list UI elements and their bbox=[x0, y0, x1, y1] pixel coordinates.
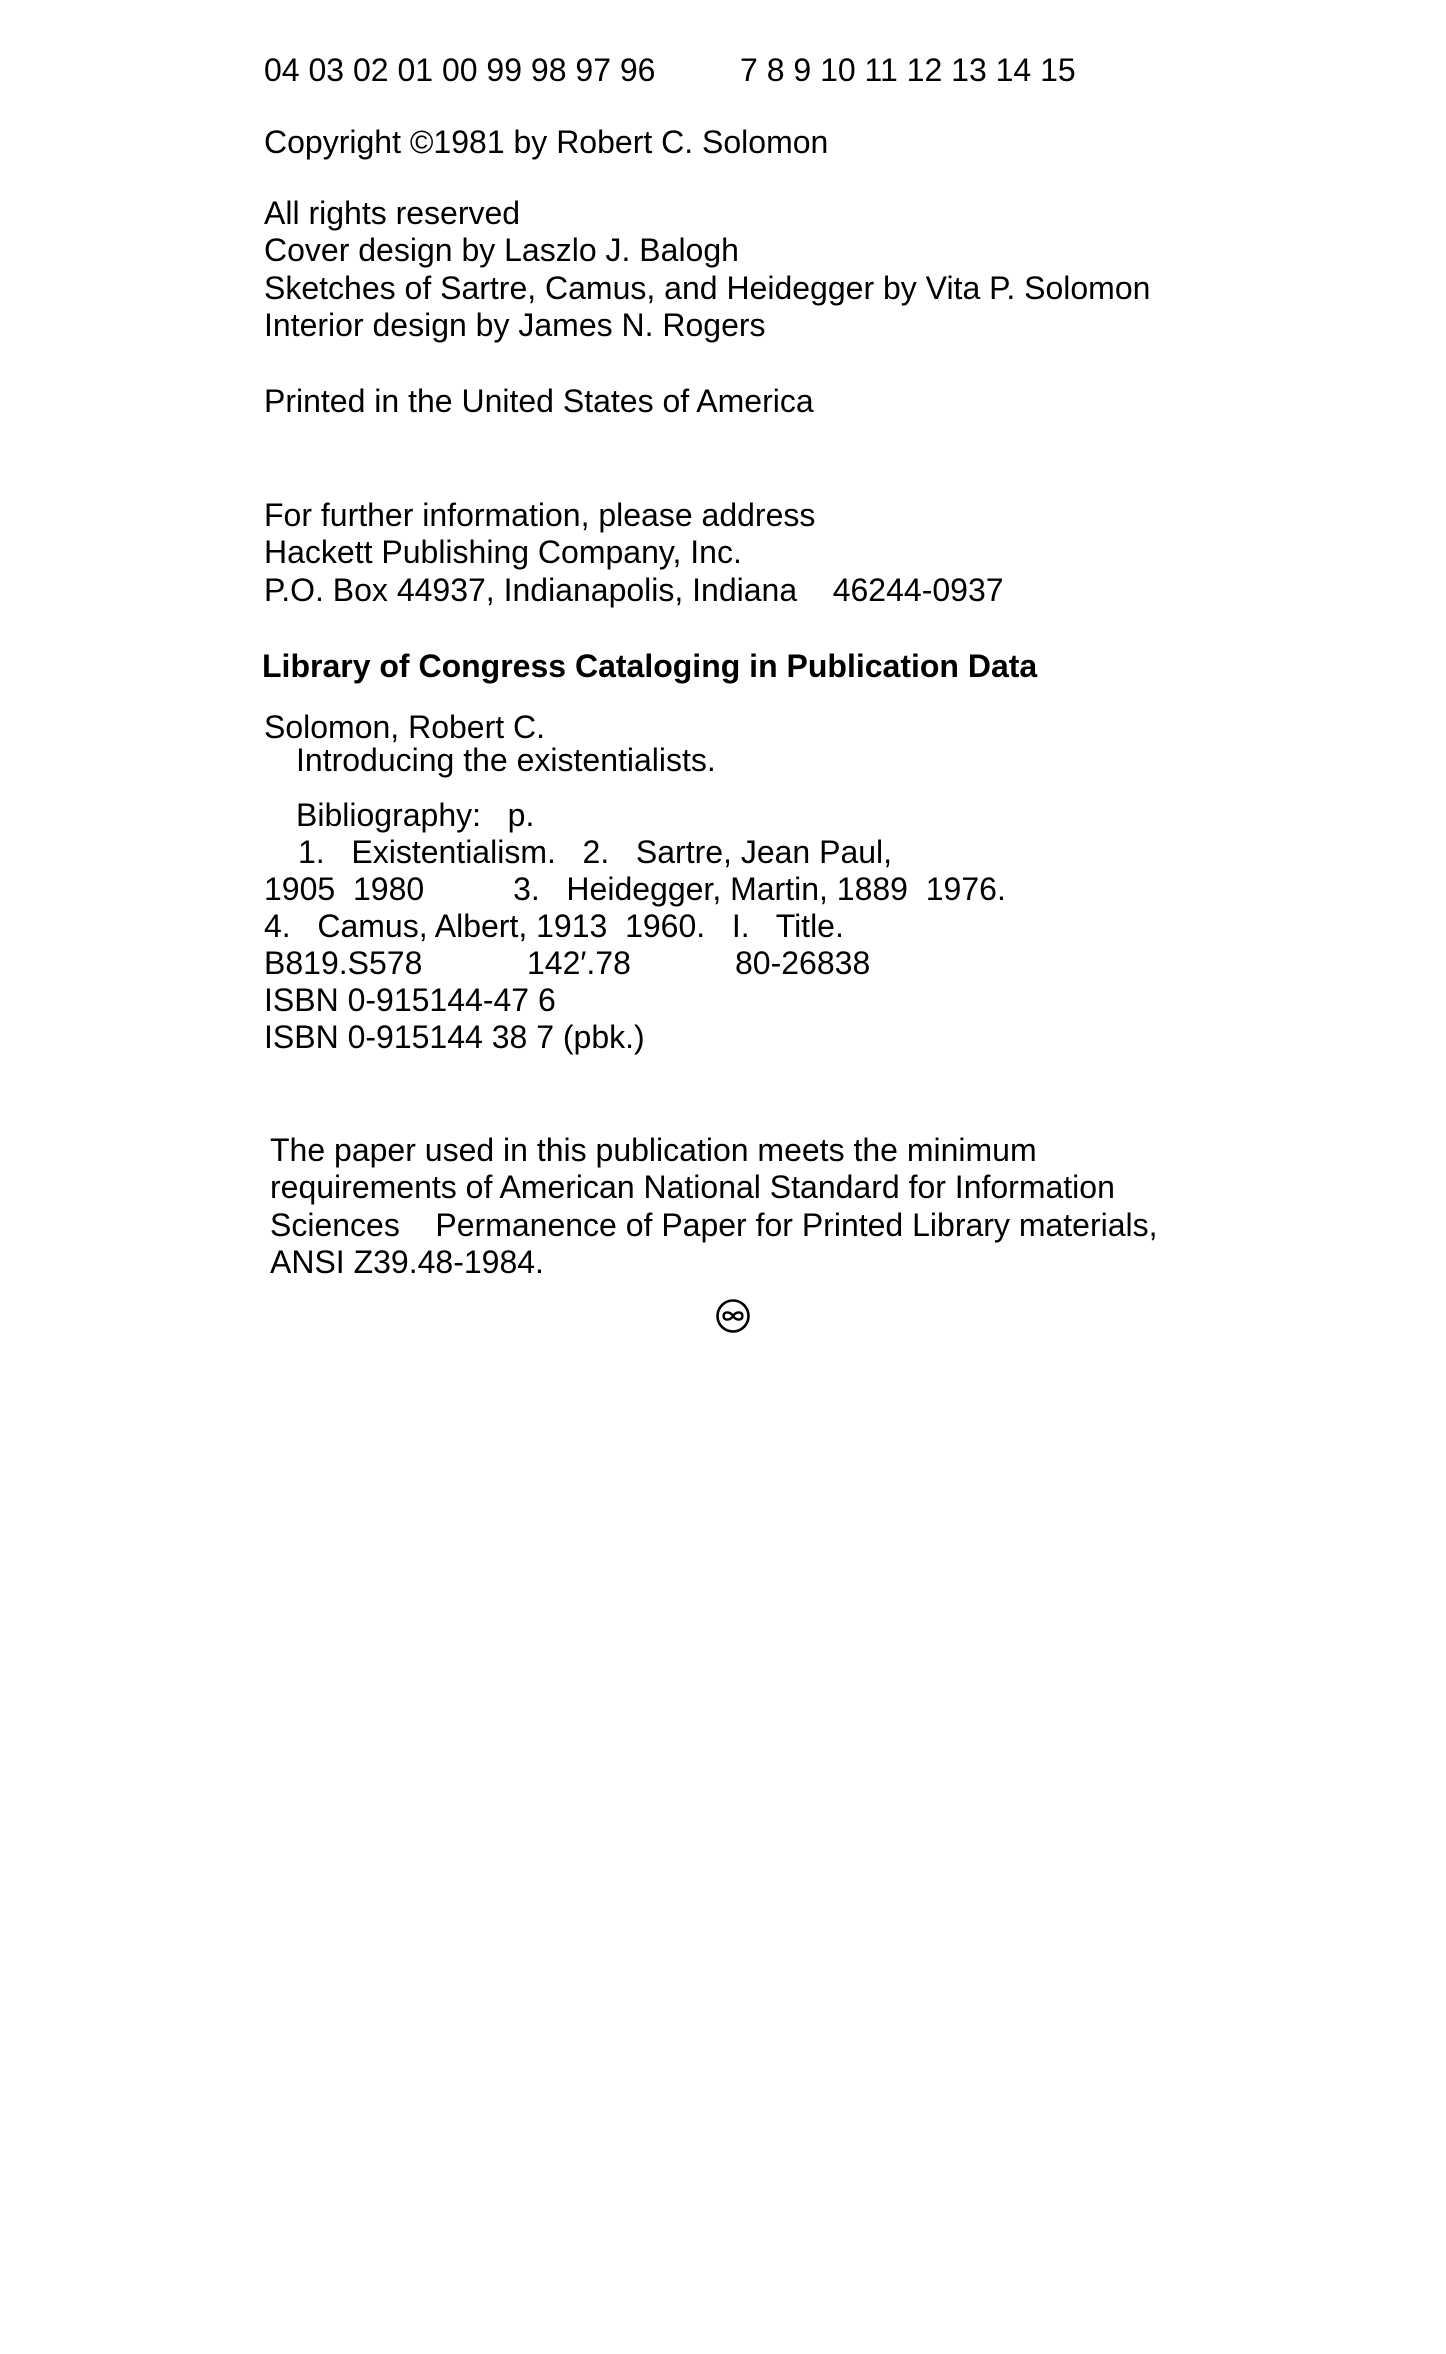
cip-call-number: B819.S578 bbox=[264, 945, 423, 981]
cip-bibliography: Bibliography: p. bbox=[296, 797, 535, 833]
cip-heading: Library of Congress Cataloging in Publication Data bbox=[262, 648, 1038, 684]
infinity-paper-permanence-icon bbox=[715, 1298, 751, 1334]
cip-lccn: 80-26838 bbox=[735, 945, 871, 981]
address-line: For further information, please address bbox=[264, 497, 816, 533]
copyright-notice: Copyright ©1981 by Robert C. Solomon bbox=[264, 124, 829, 160]
cip-subject-line: 1. Existentialism. 2. Sartre, Jean Paul, bbox=[298, 834, 893, 870]
credit-line: Cover design by Laszlo J. Balogh bbox=[264, 232, 739, 268]
permanence-line: requirements of American National Standard for Information bbox=[270, 1169, 1115, 1205]
isbn-hardcover: ISBN 0-915144-47 6 bbox=[264, 982, 556, 1018]
credit-line: Sketches of Sartre, Camus, and Heidegger by Vita P. Solomon bbox=[264, 270, 1151, 306]
cip-dewey-number: 142′.78 bbox=[527, 945, 631, 981]
credit-line: All rights reserved bbox=[264, 195, 521, 231]
cip-author: Solomon, Robert C. bbox=[264, 709, 546, 745]
permanence-line: Sciences Permanence of Paper for Printed Library materials, bbox=[270, 1207, 1158, 1243]
printing-line-years: 04 03 02 01 00 99 98 97 96 bbox=[264, 52, 656, 88]
permanence-line: ANSI Z39.48-1984. bbox=[270, 1244, 544, 1280]
cip-subject-line: 1905 1980 3. Heidegger, Martin, 1889 1976. bbox=[264, 871, 1006, 907]
permanence-line: The paper used in this publication meets the minimum bbox=[270, 1132, 1037, 1168]
isbn-paperback: ISBN 0-915144 38 7 (pbk.) bbox=[264, 1019, 645, 1055]
address-line: P.O. Box 44937, Indianapolis, Indiana 46244-0937 bbox=[264, 572, 1004, 608]
printed-in: Printed in the United States of America bbox=[264, 383, 814, 419]
printing-line-numbers: 7 8 9 10 11 12 13 14 15 bbox=[740, 52, 1076, 88]
cip-title: Introducing the existentialists. bbox=[296, 742, 716, 778]
cip-subject-line: 4. Camus, Albert, 1913 1960. I. Title. bbox=[264, 908, 844, 944]
address-line: Hackett Publishing Company, Inc. bbox=[264, 534, 742, 570]
credit-line: Interior design by James N. Rogers bbox=[264, 307, 766, 343]
